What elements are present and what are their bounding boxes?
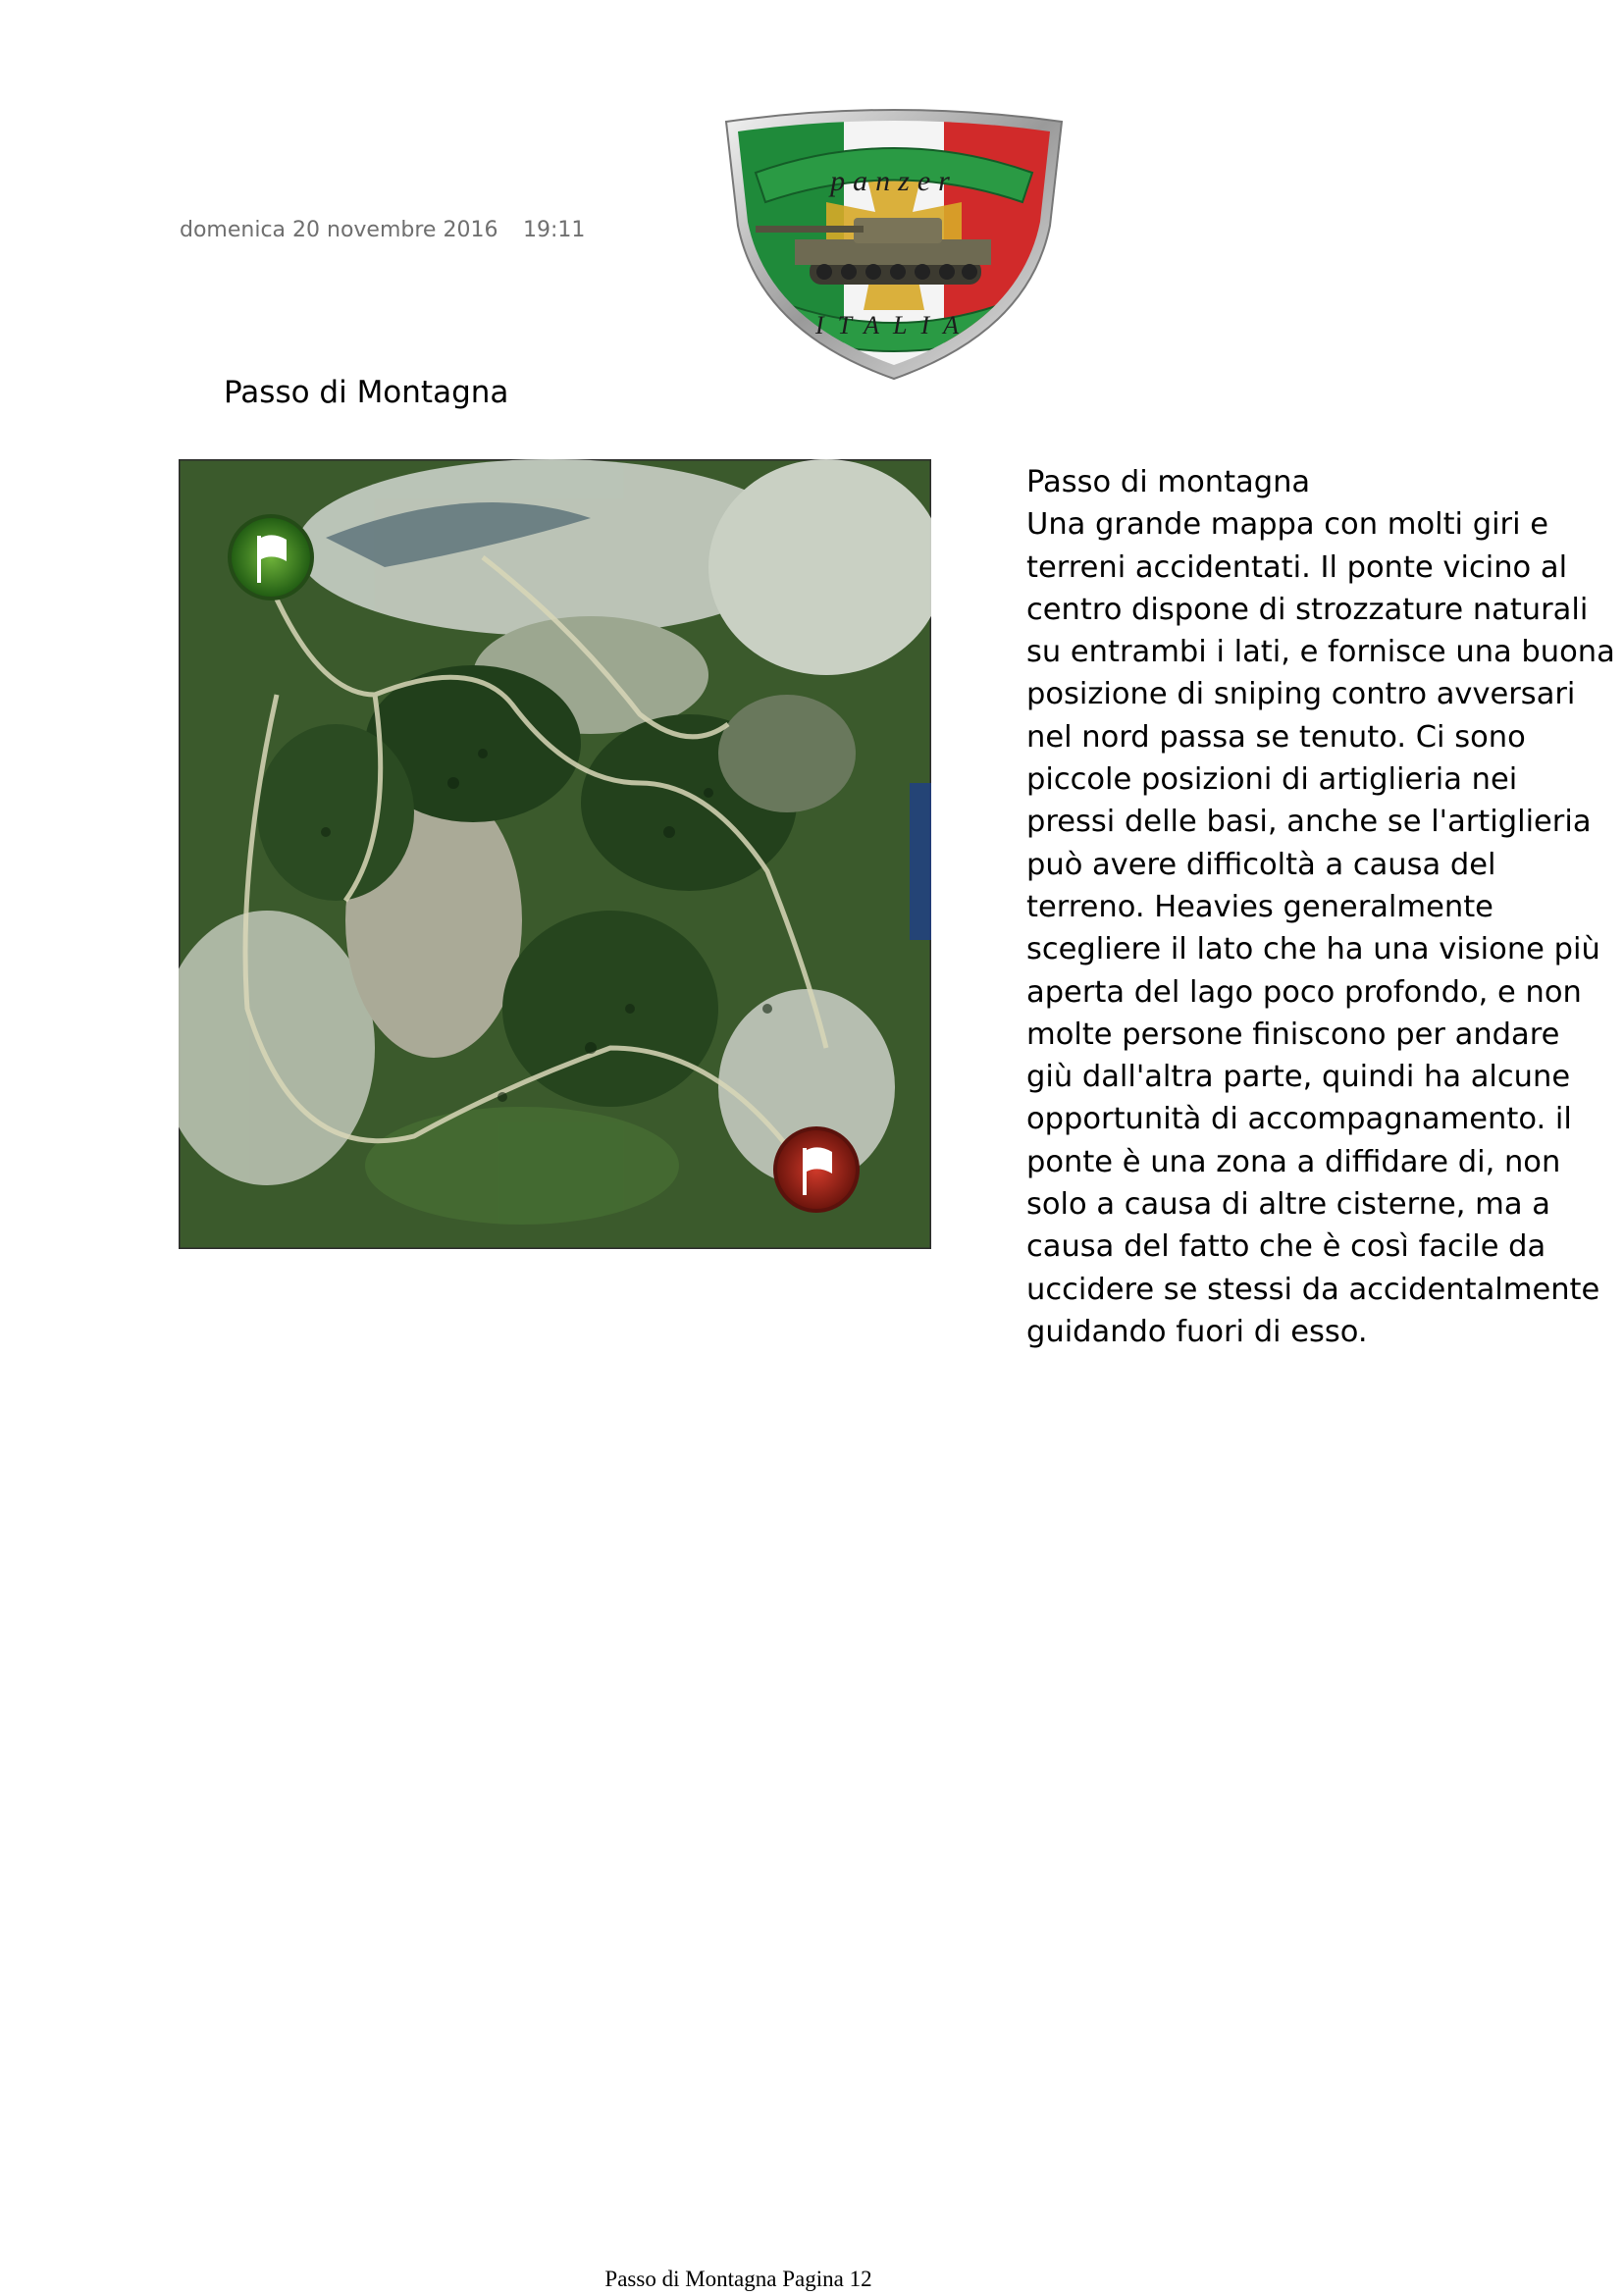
page-footer: Passo di Montagna Pagina 12 — [604, 2267, 872, 2291]
article-body: Una grande mappa con molti giri e terreni accidentati. Il ponte vicino al centro dispone di strozzature naturali su entrambi i lati, e fornisce una buona posizione di sniping contro avversari nel nord passa se tenuto. Ci sono piccole posizioni di artiglieria nei pressi delle basi, anche se l'artiglieria può avere difficoltà a causa del terreno. Heavies generalmente scegliere il lato che ha una visione più aperta del lago poco profondo, e non molte persone finiscono per andare giù dall'altra parte, quindi ha alcune opportunità di accompagnamento. il ponte è una zona a diffidare di, non solo a causa di altre cisterne, ma a causa del fatto che è così facile da uccidere se stessi da accidentalmente guidando fuori di esso. — [1026, 507, 1615, 1349]
note-metadata — [180, 218, 586, 242]
article-title: Passo di montagna — [1026, 465, 1311, 499]
minimap-image — [179, 459, 931, 1249]
note-time: 19:11 — [523, 218, 586, 242]
logo-banner-top: panzer — [830, 165, 958, 197]
panzer-italia-logo — [716, 104, 1072, 381]
green-base-flag-icon — [230, 516, 312, 599]
map-description — [1026, 461, 1615, 1353]
page-title: Passo di Montagna — [224, 375, 509, 410]
note-date: domenica 20 novembre 2016 — [180, 218, 498, 242]
logo-banner-bottom: ITALIA — [814, 311, 973, 339]
red-base-flag-icon — [775, 1128, 858, 1211]
